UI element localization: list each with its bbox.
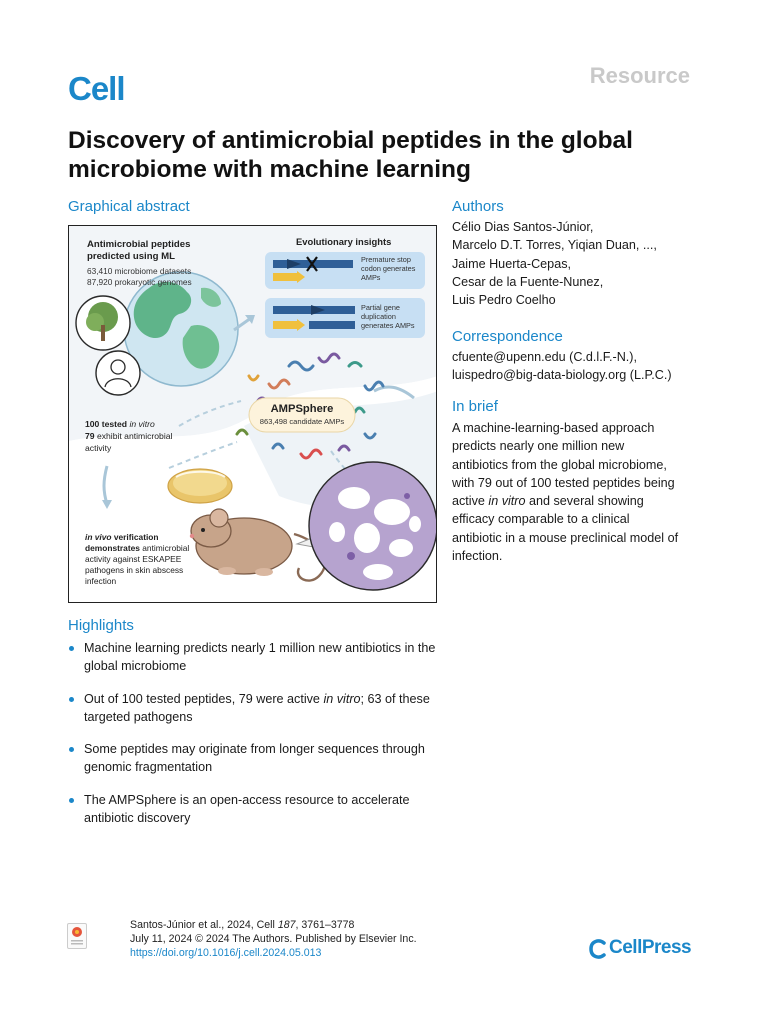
invivo-line-3: activity against ESKAPEE	[85, 554, 182, 564]
highlights-heading: Highlights	[68, 617, 134, 634]
person-icon	[96, 351, 140, 395]
in-brief-heading: In brief	[452, 398, 498, 415]
ml-stat-genomes: 87,920 prokaryotic genomes	[87, 277, 192, 287]
evo-2-line-1: Partial gene	[361, 303, 400, 312]
highlight-item: Out of 100 tested peptides, 79 were active in vitro; 63 of these targeted pathogens	[68, 690, 438, 726]
graphical-abstract-heading: Graphical abstract	[68, 198, 190, 215]
journal-logo: Cell	[68, 70, 125, 107]
evo-2-line-2: duplication	[361, 312, 396, 321]
author-line: Luis Pedro Coelho	[452, 293, 556, 308]
invivo-line-5: infection	[85, 576, 117, 586]
ampsphere-name: AMPSphere	[270, 403, 334, 415]
in-brief-line: infection.	[452, 549, 503, 564]
email-line[interactable]: luispedro@big-data-biology.org (L.P.C.)	[452, 368, 672, 383]
invivo-line-1: in vivo verification	[85, 532, 159, 542]
petri-dish-icon	[168, 469, 232, 503]
doi-link[interactable]: https://doi.org/10.1016/j.cell.2024.05.013	[130, 946, 322, 959]
gene-duplication-panel	[265, 298, 425, 338]
author-line: Célio Dias Santos-Júnior,	[452, 220, 594, 234]
in-brief-line: predicts nearly one million new	[452, 439, 625, 454]
in-brief-line: antibiotics from the global microbiome,	[452, 457, 667, 472]
citation-block	[130, 919, 417, 960]
invivo-line-4: pathogens in skin abscess	[85, 565, 184, 575]
author-line: Marcelo D.T. Torres, Yiqian Duan, ...,	[452, 238, 657, 253]
ml-title-line-2: predicted using ML	[87, 251, 175, 262]
graphical-abstract	[68, 225, 437, 603]
ampsphere-count: 863,498 candidate AMPs	[259, 417, 345, 426]
globe-icon	[124, 272, 238, 386]
in-brief-line: antibiotic in a mouse preclinical model of	[452, 530, 679, 545]
in-brief-line: active in vitro and several showing	[452, 494, 644, 509]
evolutionary-insights-title: Evolutionary insights	[296, 236, 392, 247]
evo-2-line-3: generates AMPs	[361, 321, 415, 330]
exhibit-activity-line-2: activity	[85, 443, 112, 453]
highlight-item: The AMPSphere is an open-access resource to accelerate antibiotic discovery	[68, 791, 438, 827]
cellpress-logo-text: CellPress	[609, 937, 692, 958]
evo-1-line-3: AMPs	[361, 273, 381, 282]
highlight-item: Some peptides may originate from longer sequences through genomic fragmentation	[68, 740, 438, 776]
highlight-item: Machine learning predicts nearly 1 million new antibiotics in the global microbiome	[68, 639, 438, 675]
exhibit-activity-line-1: 79 exhibit antimicrobial	[85, 431, 173, 441]
in-brief-line: with 79 out of 100 tested peptides being	[452, 475, 675, 490]
ml-title-line-1: Antimicrobial peptides	[87, 239, 191, 250]
authors-list	[452, 218, 752, 309]
authors-heading: Authors	[452, 198, 504, 215]
tree-icon	[76, 296, 130, 350]
article-title: Discovery of antimicrobial peptides in the global microbiome with machine learning	[68, 127, 633, 183]
in-brief-line: efficacy comparable to a clinical	[452, 512, 630, 527]
correspondence-list	[452, 348, 752, 385]
email-line[interactable]: cfuente@upenn.edu (C.d.l.F.-N.),	[452, 350, 637, 364]
cellpress-logo-icon	[589, 939, 607, 966]
ml-stat-datasets: 63,410 microbiome datasets	[87, 266, 192, 276]
date-line: July 11, 2024 © 2024 The Authors. Published by Elsevier Inc.	[130, 932, 417, 945]
evo-1-line-2: codon generates	[361, 264, 416, 273]
citation-line: Santos-Júnior et al., 2024, Cell 187, 3761–3778	[130, 919, 355, 931]
author-line: Cesar de la Fuente-Nunez,	[452, 274, 604, 289]
invivo-line-2: demonstrates antimicrobial	[85, 543, 190, 553]
in-brief-text	[452, 419, 752, 565]
article-type-label: Resource	[589, 63, 690, 88]
tested-in-vitro-line: 100 tested in vitro	[85, 419, 155, 429]
check-for-updates-badge-icon[interactable]	[67, 923, 87, 949]
in-brief-line: A machine-learning-based approach	[452, 421, 655, 435]
evo-1-line-1: Premature stop	[361, 255, 411, 264]
ampsphere-badge	[249, 398, 355, 432]
highlights-list	[68, 639, 438, 841]
author-line: Jaime Huerta-Cepas,	[452, 256, 571, 271]
correspondence-heading: Correspondence	[452, 328, 563, 345]
